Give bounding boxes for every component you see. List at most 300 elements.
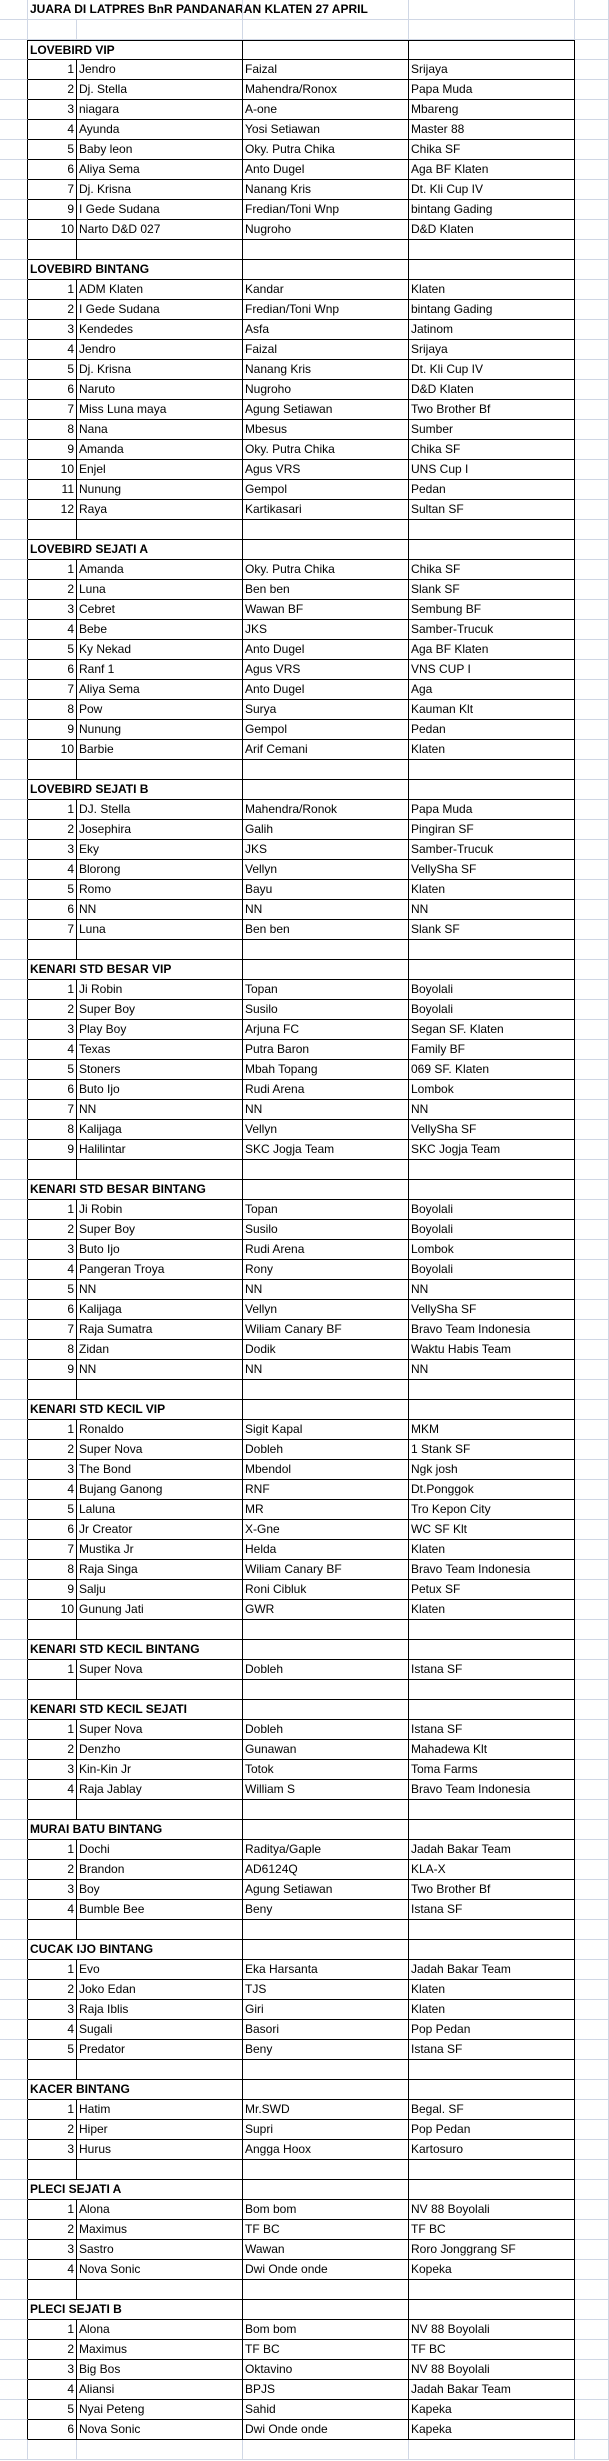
cell[interactable]: [575, 220, 609, 240]
cell[interactable]: [575, 2420, 609, 2440]
rank-cell[interactable]: 4: [28, 860, 77, 880]
cell[interactable]: [575, 120, 609, 140]
rank-cell[interactable]: 3: [28, 2360, 77, 2380]
cell[interactable]: [575, 1920, 609, 1940]
team-cell[interactable]: NN: [409, 1280, 575, 1300]
bird-name-cell[interactable]: Stoners: [77, 1060, 243, 1080]
rank-cell[interactable]: 2: [28, 2220, 77, 2240]
rank-cell[interactable]: 1: [28, 1660, 77, 1680]
cell[interactable]: [243, 2080, 409, 2100]
owner-cell[interactable]: A-one: [243, 100, 409, 120]
team-cell[interactable]: Pingiran SF: [409, 820, 575, 840]
team-cell[interactable]: Klaten: [409, 1540, 575, 1560]
rank-cell[interactable]: 1: [28, 60, 77, 80]
cell[interactable]: [77, 1920, 243, 1940]
section-title[interactable]: KENARI STD KECIL SEJATI: [28, 1700, 77, 1720]
team-cell[interactable]: Petux SF: [409, 1580, 575, 1600]
owner-cell[interactable]: Gempol: [243, 720, 409, 740]
owner-cell[interactable]: Sahid: [243, 2400, 409, 2420]
cell[interactable]: [77, 2160, 243, 2180]
cell[interactable]: [575, 1100, 609, 1120]
cell[interactable]: [575, 1020, 609, 1040]
team-cell[interactable]: Sultan SF: [409, 500, 575, 520]
rank-cell[interactable]: 1: [28, 1420, 77, 1440]
cell[interactable]: [575, 2200, 609, 2220]
rank-cell[interactable]: 5: [28, 2040, 77, 2060]
cell[interactable]: [409, 20, 575, 40]
rank-cell[interactable]: 7: [28, 680, 77, 700]
rank-cell[interactable]: 1: [28, 280, 77, 300]
rank-cell[interactable]: 5: [28, 140, 77, 160]
cell[interactable]: [575, 1240, 609, 1260]
team-cell[interactable]: Bravo Team Indonesia: [409, 1320, 575, 1340]
cell[interactable]: [575, 1180, 609, 1200]
owner-cell[interactable]: Susilo: [243, 1000, 409, 1020]
owner-cell[interactable]: Oky. Putra Chika: [243, 560, 409, 580]
owner-cell[interactable]: Rudi Arena: [243, 1080, 409, 1100]
cell[interactable]: [409, 760, 575, 780]
cell[interactable]: [409, 2440, 575, 2460]
cell[interactable]: [28, 520, 77, 540]
cell[interactable]: [77, 20, 243, 40]
team-cell[interactable]: Tro Kepon City: [409, 1500, 575, 1520]
rank-cell[interactable]: 3: [28, 1020, 77, 1040]
cell[interactable]: [575, 620, 609, 640]
bird-name-cell[interactable]: Hurus: [77, 2140, 243, 2160]
bird-name-cell[interactable]: Kendedes: [77, 320, 243, 340]
cell[interactable]: [243, 1400, 409, 1420]
cell[interactable]: [575, 0, 609, 20]
owner-cell[interactable]: NN: [243, 1280, 409, 1300]
cell[interactable]: [409, 240, 575, 260]
owner-cell[interactable]: Supri: [243, 2120, 409, 2140]
rank-cell[interactable]: 2: [28, 580, 77, 600]
bird-name-cell[interactable]: Bebe: [77, 620, 243, 640]
bird-name-cell[interactable]: Gunung Jati: [77, 1600, 243, 1620]
cell[interactable]: [575, 2160, 609, 2180]
owner-cell[interactable]: Mahendra/Ronox: [243, 80, 409, 100]
cell[interactable]: [575, 160, 609, 180]
rank-cell[interactable]: 5: [28, 1060, 77, 1080]
team-cell[interactable]: bintang Gading: [409, 200, 575, 220]
bird-name-cell[interactable]: NN: [77, 1100, 243, 1120]
section-title[interactable]: KENARI STD KECIL VIP: [28, 1400, 77, 1420]
owner-cell[interactable]: Helda: [243, 1540, 409, 1560]
team-cell[interactable]: Sembung BF: [409, 600, 575, 620]
cell[interactable]: [575, 1280, 609, 1300]
bird-name-cell[interactable]: Luna: [77, 920, 243, 940]
cell[interactable]: [28, 940, 77, 960]
bird-name-cell[interactable]: Alona: [77, 2200, 243, 2220]
owner-cell[interactable]: Gempol: [243, 480, 409, 500]
bird-name-cell[interactable]: Naruto: [77, 380, 243, 400]
cell[interactable]: [28, 2160, 77, 2180]
team-cell[interactable]: NV 88 Boyolali: [409, 2320, 575, 2340]
owner-cell[interactable]: Wawan BF: [243, 600, 409, 620]
bird-name-cell[interactable]: Sastro: [77, 2240, 243, 2260]
bird-name-cell[interactable]: Ayunda: [77, 120, 243, 140]
owner-cell[interactable]: Basori: [243, 2020, 409, 2040]
team-cell[interactable]: Chika SF: [409, 440, 575, 460]
bird-name-cell[interactable]: Boy: [77, 1880, 243, 1900]
rank-cell[interactable]: 4: [28, 1900, 77, 1920]
cell[interactable]: [575, 40, 609, 60]
cell[interactable]: [575, 580, 609, 600]
owner-cell[interactable]: Angga Hoox: [243, 2140, 409, 2160]
team-cell[interactable]: Srijaya: [409, 340, 575, 360]
cell[interactable]: [409, 2160, 575, 2180]
bird-name-cell[interactable]: Texas: [77, 1040, 243, 1060]
team-cell[interactable]: Istana SF: [409, 1660, 575, 1680]
team-cell[interactable]: NN: [409, 1360, 575, 1380]
team-cell[interactable]: Dt. Kli Cup IV: [409, 360, 575, 380]
team-cell[interactable]: Dt.Ponggok: [409, 1480, 575, 1500]
section-title[interactable]: KACER BINTANG: [28, 2080, 77, 2100]
cell[interactable]: [575, 1720, 609, 1740]
rank-cell[interactable]: 6: [28, 1520, 77, 1540]
cell[interactable]: [575, 1940, 609, 1960]
team-cell[interactable]: SKC Jogja Team: [409, 1140, 575, 1160]
cell[interactable]: [243, 1920, 409, 1940]
bird-name-cell[interactable]: Aliansi: [77, 2380, 243, 2400]
cell[interactable]: [409, 2060, 575, 2080]
rank-cell[interactable]: 8: [28, 420, 77, 440]
rank-cell[interactable]: 4: [28, 120, 77, 140]
cell[interactable]: [575, 1680, 609, 1700]
team-cell[interactable]: Chika SF: [409, 140, 575, 160]
owner-cell[interactable]: Bayu: [243, 880, 409, 900]
cell[interactable]: [575, 360, 609, 380]
sheet-title[interactable]: JUARA DI LATPRES BnR PANDANARAN KLATEN 27 APRIL: [28, 0, 77, 20]
owner-cell[interactable]: NN: [243, 1100, 409, 1120]
cell[interactable]: [243, 540, 409, 560]
owner-cell[interactable]: Surya: [243, 700, 409, 720]
team-cell[interactable]: Bravo Team Indonesia: [409, 1780, 575, 1800]
section-title[interactable]: LOVEBIRD BINTANG: [28, 260, 77, 280]
bird-name-cell[interactable]: Josephira: [77, 820, 243, 840]
bird-name-cell[interactable]: Big Bos: [77, 2360, 243, 2380]
cell[interactable]: [28, 240, 77, 260]
bird-name-cell[interactable]: Kalijaga: [77, 1120, 243, 1140]
bird-name-cell[interactable]: Maximus: [77, 2340, 243, 2360]
bird-name-cell[interactable]: Laluna: [77, 1500, 243, 1520]
cell[interactable]: [575, 1380, 609, 1400]
cell[interactable]: [243, 1800, 409, 1820]
cell[interactable]: [575, 2080, 609, 2100]
rank-cell[interactable]: 4: [28, 1480, 77, 1500]
cell[interactable]: [575, 480, 609, 500]
cell[interactable]: [28, 2060, 77, 2080]
bird-name-cell[interactable]: Buto Ijo: [77, 1080, 243, 1100]
rank-cell[interactable]: 5: [28, 880, 77, 900]
team-cell[interactable]: Lombok: [409, 1240, 575, 1260]
owner-cell[interactable]: Dwi Onde onde: [243, 2420, 409, 2440]
rank-cell[interactable]: 3: [28, 1880, 77, 1900]
cell[interactable]: [575, 2100, 609, 2120]
cell[interactable]: [243, 2300, 409, 2320]
owner-cell[interactable]: William S: [243, 1780, 409, 1800]
team-cell[interactable]: bintang Gading: [409, 300, 575, 320]
section-title[interactable]: MURAI BATU BINTANG: [28, 1820, 77, 1840]
team-cell[interactable]: Klaten: [409, 1980, 575, 2000]
owner-cell[interactable]: Dobleh: [243, 1720, 409, 1740]
cell[interactable]: [77, 1680, 243, 1700]
cell[interactable]: [77, 2280, 243, 2300]
cell[interactable]: [575, 980, 609, 1000]
bird-name-cell[interactable]: Zidan: [77, 1340, 243, 1360]
owner-cell[interactable]: Dodik: [243, 1340, 409, 1360]
cell[interactable]: [575, 140, 609, 160]
bird-name-cell[interactable]: Nova Sonic: [77, 2420, 243, 2440]
cell[interactable]: [243, 0, 409, 20]
cell[interactable]: [575, 1480, 609, 1500]
owner-cell[interactable]: Bom bom: [243, 2320, 409, 2340]
cell[interactable]: [575, 2360, 609, 2380]
team-cell[interactable]: Papa Muda: [409, 800, 575, 820]
rank-cell[interactable]: 9: [28, 1360, 77, 1380]
bird-name-cell[interactable]: Super Nova: [77, 1720, 243, 1740]
cell[interactable]: [409, 540, 575, 560]
cell[interactable]: [575, 680, 609, 700]
owner-cell[interactable]: Dobleh: [243, 1440, 409, 1460]
team-cell[interactable]: Slank SF: [409, 580, 575, 600]
cell[interactable]: [575, 1840, 609, 1860]
team-cell[interactable]: D&D Klaten: [409, 220, 575, 240]
cell[interactable]: [243, 20, 409, 40]
team-cell[interactable]: Klaten: [409, 280, 575, 300]
bird-name-cell[interactable]: Pow: [77, 700, 243, 720]
cell[interactable]: [575, 1900, 609, 1920]
cell[interactable]: [575, 1600, 609, 1620]
cell[interactable]: [28, 1680, 77, 1700]
cell[interactable]: [575, 60, 609, 80]
rank-cell[interactable]: 2: [28, 1740, 77, 1760]
cell[interactable]: [243, 1640, 409, 1660]
team-cell[interactable]: Boyolali: [409, 1200, 575, 1220]
cell[interactable]: [575, 380, 609, 400]
owner-cell[interactable]: GWR: [243, 1600, 409, 1620]
cell[interactable]: [575, 1160, 609, 1180]
bird-name-cell[interactable]: Amanda: [77, 440, 243, 460]
owner-cell[interactable]: Rudi Arena: [243, 1240, 409, 1260]
cell[interactable]: [575, 1320, 609, 1340]
cell[interactable]: [575, 840, 609, 860]
bird-name-cell[interactable]: Nunung: [77, 480, 243, 500]
team-cell[interactable]: Begal. SF: [409, 2100, 575, 2120]
rank-cell[interactable]: 6: [28, 660, 77, 680]
team-cell[interactable]: Istana SF: [409, 2040, 575, 2060]
rank-cell[interactable]: 2: [28, 300, 77, 320]
team-cell[interactable]: WC SF Klt: [409, 1520, 575, 1540]
cell[interactable]: [575, 2380, 609, 2400]
bird-name-cell[interactable]: niagara: [77, 100, 243, 120]
team-cell[interactable]: NV 88 Boyolali: [409, 2200, 575, 2220]
bird-name-cell[interactable]: Nana: [77, 420, 243, 440]
cell[interactable]: [575, 1440, 609, 1460]
cell[interactable]: [575, 100, 609, 120]
bird-name-cell[interactable]: Nunung: [77, 720, 243, 740]
owner-cell[interactable]: Mbah Topang: [243, 1060, 409, 1080]
bird-name-cell[interactable]: Raja Jablay: [77, 1780, 243, 1800]
cell[interactable]: [409, 1160, 575, 1180]
cell[interactable]: [243, 1160, 409, 1180]
owner-cell[interactable]: Nanang Kris: [243, 360, 409, 380]
owner-cell[interactable]: Galih: [243, 820, 409, 840]
owner-cell[interactable]: Vellyn: [243, 860, 409, 880]
cell[interactable]: [575, 300, 609, 320]
owner-cell[interactable]: Anto Dugel: [243, 640, 409, 660]
owner-cell[interactable]: Kartikasari: [243, 500, 409, 520]
rank-cell[interactable]: 7: [28, 400, 77, 420]
section-title[interactable]: KENARI STD BESAR VIP: [28, 960, 77, 980]
rank-cell[interactable]: 1: [28, 980, 77, 1000]
owner-cell[interactable]: Putra Baron: [243, 1040, 409, 1060]
cell[interactable]: [575, 80, 609, 100]
rank-cell[interactable]: 6: [28, 1300, 77, 1320]
rank-cell[interactable]: 6: [28, 160, 77, 180]
bird-name-cell[interactable]: NN: [77, 1360, 243, 1380]
rank-cell[interactable]: 3: [28, 600, 77, 620]
rank-cell[interactable]: 10: [28, 220, 77, 240]
cell[interactable]: [575, 760, 609, 780]
owner-cell[interactable]: Bom bom: [243, 2200, 409, 2220]
owner-cell[interactable]: Arif Cemani: [243, 740, 409, 760]
bird-name-cell[interactable]: Raja Iblis: [77, 2000, 243, 2020]
bird-name-cell[interactable]: Miss Luna maya: [77, 400, 243, 420]
cell[interactable]: [243, 1700, 409, 1720]
team-cell[interactable]: 1 Stank SF: [409, 1440, 575, 1460]
owner-cell[interactable]: Mahendra/Ronok: [243, 800, 409, 820]
cell[interactable]: [77, 940, 243, 960]
owner-cell[interactable]: Topan: [243, 980, 409, 1000]
cell[interactable]: [77, 1160, 243, 1180]
section-title[interactable]: KENARI STD KECIL BINTANG: [28, 1640, 77, 1660]
rank-cell[interactable]: 4: [28, 2260, 77, 2280]
cell[interactable]: [243, 1820, 409, 1840]
team-cell[interactable]: Samber-Trucuk: [409, 620, 575, 640]
cell[interactable]: [28, 1800, 77, 1820]
bird-name-cell[interactable]: Nyai Peteng: [77, 2400, 243, 2420]
team-cell[interactable]: Pop Pedan: [409, 2120, 575, 2140]
bird-name-cell[interactable]: Maximus: [77, 2220, 243, 2240]
bird-name-cell[interactable]: Sugali: [77, 2020, 243, 2040]
bird-name-cell[interactable]: Hatim: [77, 2100, 243, 2120]
cell[interactable]: [243, 760, 409, 780]
rank-cell[interactable]: 8: [28, 1340, 77, 1360]
cell[interactable]: [409, 1800, 575, 1820]
rank-cell[interactable]: 2: [28, 1860, 77, 1880]
cell[interactable]: [575, 500, 609, 520]
cell[interactable]: [575, 1340, 609, 1360]
rank-cell[interactable]: 2: [28, 80, 77, 100]
rank-cell[interactable]: 4: [28, 620, 77, 640]
bird-name-cell[interactable]: Play Boy: [77, 1020, 243, 1040]
cell[interactable]: [28, 1920, 77, 1940]
cell[interactable]: [575, 2140, 609, 2160]
owner-cell[interactable]: Vellyn: [243, 1120, 409, 1140]
bird-name-cell[interactable]: Ranf 1: [77, 660, 243, 680]
rank-cell[interactable]: 8: [28, 700, 77, 720]
team-cell[interactable]: KLA-X: [409, 1860, 575, 1880]
cell[interactable]: [575, 2280, 609, 2300]
team-cell[interactable]: 069 SF. Klaten: [409, 1060, 575, 1080]
bird-name-cell[interactable]: Raya: [77, 500, 243, 520]
rank-cell[interactable]: 2: [28, 1440, 77, 1460]
cell[interactable]: [409, 780, 575, 800]
rank-cell[interactable]: 5: [28, 2400, 77, 2420]
cell[interactable]: [575, 1360, 609, 1380]
bird-name-cell[interactable]: Jendro: [77, 60, 243, 80]
bird-name-cell[interactable]: Pangeran Troya: [77, 1260, 243, 1280]
cell[interactable]: [575, 240, 609, 260]
owner-cell[interactable]: Oky. Putra Chika: [243, 440, 409, 460]
team-cell[interactable]: Kauman Klt: [409, 700, 575, 720]
team-cell[interactable]: Ngk josh: [409, 1460, 575, 1480]
cell[interactable]: [575, 520, 609, 540]
owner-cell[interactable]: Anto Dugel: [243, 680, 409, 700]
section-title[interactable]: LOVEBIRD SEJATI A: [28, 540, 77, 560]
cell[interactable]: [409, 1620, 575, 1640]
team-cell[interactable]: Kartosuro: [409, 2140, 575, 2160]
owner-cell[interactable]: NN: [243, 900, 409, 920]
team-cell[interactable]: Sumber: [409, 420, 575, 440]
cell[interactable]: [575, 1400, 609, 1420]
team-cell[interactable]: NN: [409, 1100, 575, 1120]
cell[interactable]: [575, 900, 609, 920]
rank-cell[interactable]: 2: [28, 820, 77, 840]
rank-cell[interactable]: 9: [28, 440, 77, 460]
cell[interactable]: [409, 960, 575, 980]
team-cell[interactable]: Kopeka: [409, 2260, 575, 2280]
owner-cell[interactable]: TF BC: [243, 2220, 409, 2240]
rank-cell[interactable]: 7: [28, 1100, 77, 1120]
bird-name-cell[interactable]: Blorong: [77, 860, 243, 880]
cell[interactable]: [575, 1740, 609, 1760]
team-cell[interactable]: Kapeka: [409, 2420, 575, 2440]
cell[interactable]: [77, 1800, 243, 1820]
owner-cell[interactable]: Asfa: [243, 320, 409, 340]
bird-name-cell[interactable]: Super Boy: [77, 1220, 243, 1240]
cell[interactable]: [575, 1960, 609, 1980]
rank-cell[interactable]: 4: [28, 2380, 77, 2400]
owner-cell[interactable]: Wawan: [243, 2240, 409, 2260]
cell[interactable]: [575, 1560, 609, 1580]
team-cell[interactable]: Boyolali: [409, 980, 575, 1000]
cell[interactable]: [575, 960, 609, 980]
rank-cell[interactable]: 6: [28, 2420, 77, 2440]
owner-cell[interactable]: Agus VRS: [243, 660, 409, 680]
bird-name-cell[interactable]: Evo: [77, 1960, 243, 1980]
cell[interactable]: [409, 2300, 575, 2320]
team-cell[interactable]: Kapeka: [409, 2400, 575, 2420]
cell[interactable]: [575, 2000, 609, 2020]
team-cell[interactable]: Aga: [409, 680, 575, 700]
team-cell[interactable]: Mbareng: [409, 100, 575, 120]
bird-name-cell[interactable]: Jr Creator: [77, 1520, 243, 1540]
section-title[interactable]: CUCAK IJO BINTANG: [28, 1940, 77, 1960]
rank-cell[interactable]: 12: [28, 500, 77, 520]
bird-name-cell[interactable]: Raja Sumatra: [77, 1320, 243, 1340]
cell[interactable]: [575, 2240, 609, 2260]
cell[interactable]: [243, 2180, 409, 2200]
cell[interactable]: [575, 200, 609, 220]
rank-cell[interactable]: 1: [28, 560, 77, 580]
cell[interactable]: [243, 240, 409, 260]
cell[interactable]: [575, 1060, 609, 1080]
owner-cell[interactable]: Raditya/Gaple: [243, 1840, 409, 1860]
owner-cell[interactable]: Dobleh: [243, 1660, 409, 1680]
cell[interactable]: [77, 1620, 243, 1640]
